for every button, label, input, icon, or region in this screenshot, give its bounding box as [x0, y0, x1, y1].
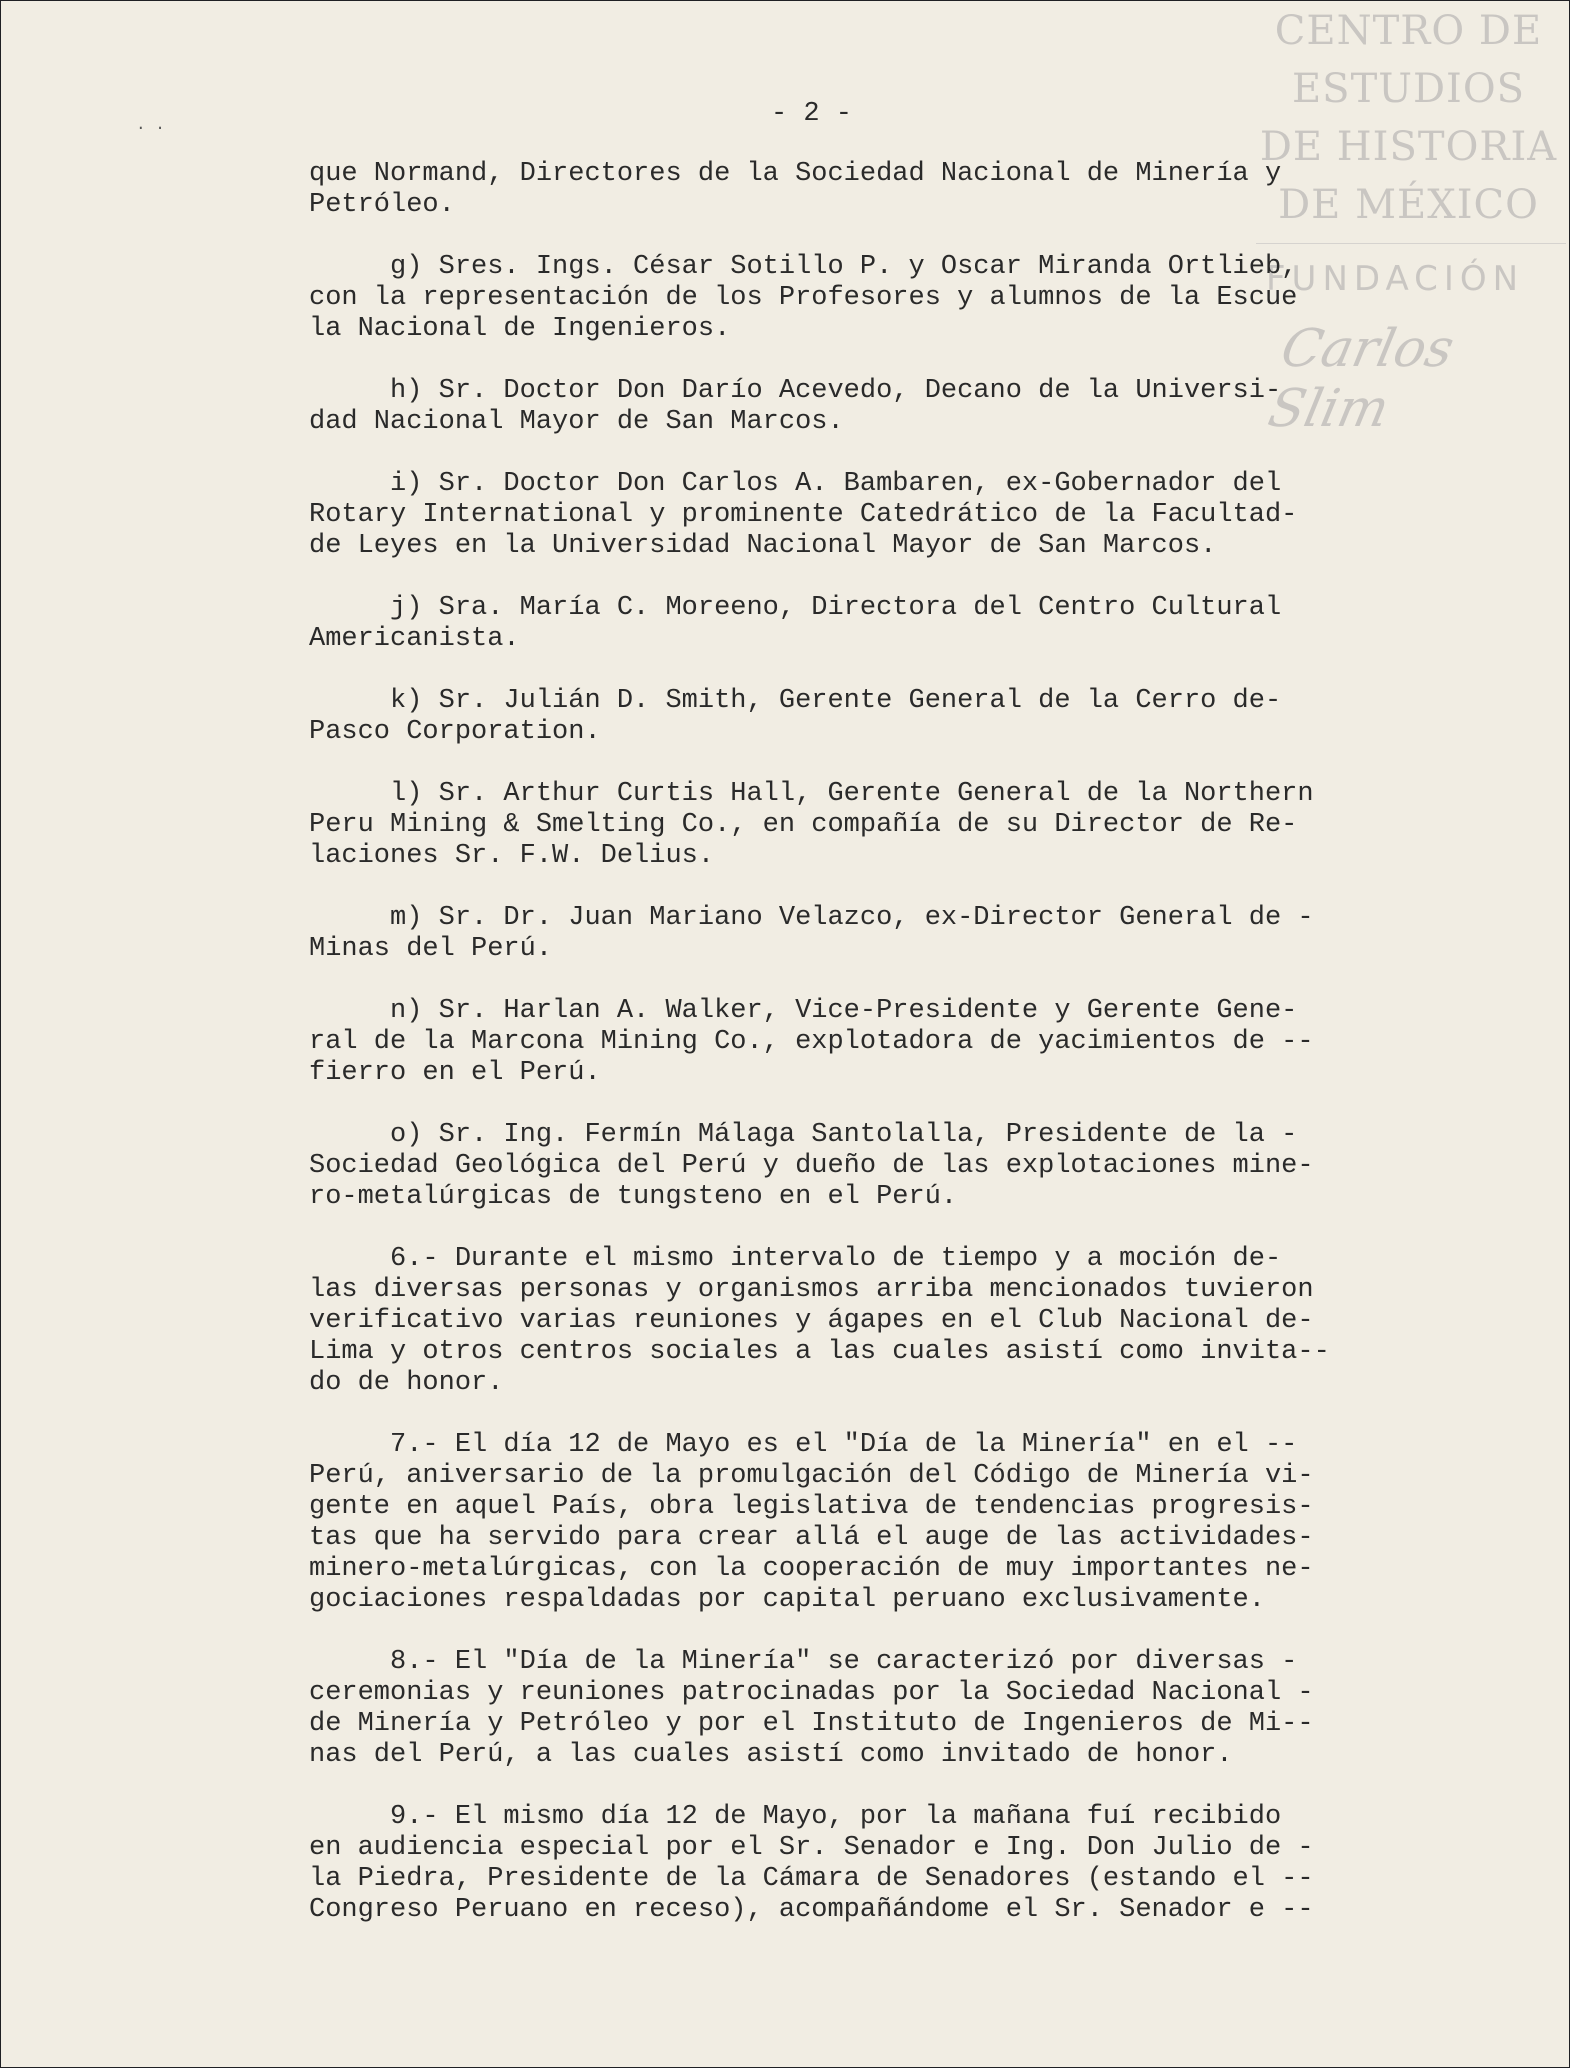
paragraph: [309, 1647, 1494, 1771]
text-line: Sociedad Geológica del Perú y dueño de las explotaciones mine-: [309, 1151, 1314, 1181]
text-line: Rotary International y prominente Catedrático de la Facultad-: [309, 500, 1298, 530]
paragraph: [309, 1244, 1494, 1399]
text-line: h) Sr. Doctor Don Darío Acevedo, Decano de la Universi-: [309, 376, 1282, 406]
paragraph: [309, 469, 1494, 562]
text-line: Petróleo.: [309, 190, 455, 220]
text-line: n) Sr. Harlan A. Walker, Vice-Presidente y Gerente Gene-: [309, 996, 1298, 1026]
text-line: en audiencia especial por el Sr. Senador e Ing. Don Julio de -: [309, 1833, 1314, 1863]
text-line: la Nacional de Ingenieros.: [309, 314, 731, 344]
text-line: la Piedra, Presidente de la Cámara de Senadores (estando el --: [309, 1864, 1314, 1894]
text-line: 7.- El día 12 de Mayo es el "Día de la Minería" en el --: [309, 1430, 1298, 1460]
text-line: Americanista.: [309, 624, 520, 654]
text-line: j) Sra. María C. Moreeno, Directora del Centro Cultural: [309, 593, 1282, 623]
text-line: 9.- El mismo día 12 de Mayo, por la mañana fuí recibido: [309, 1802, 1282, 1832]
watermark-fundacion: FUNDACIÓN: [1266, 259, 1525, 299]
text-line: Congreso Peruano en receso), acompañándome el Sr. Senador e --: [309, 1895, 1314, 1925]
text-line: minero-metalúrgicas, con la cooperación de muy importantes ne-: [309, 1554, 1314, 1584]
paragraph: [309, 159, 1494, 221]
watermark-line: ESTUDIOS: [1291, 66, 1526, 112]
text-line: tas que ha servido para crear allá el auge de las actividades-: [309, 1523, 1314, 1553]
page-number: - 2 -: [771, 99, 853, 129]
text-line: l) Sr. Arthur Curtis Hall, Gerente General de la Northern: [309, 779, 1314, 809]
text-line: g) Sres. Ings. César Sotillo P. y Oscar Miranda Ortlieb,: [309, 252, 1298, 282]
paragraph: [309, 376, 1494, 438]
text-line: gente en aquel País, obra legislativa de tendencias progresis-: [309, 1492, 1314, 1522]
text-line: Peru Mining & Smelting Co., en compañía de su Director de Re-: [309, 810, 1298, 840]
text-line: dad Nacional Mayor de San Marcos.: [309, 407, 844, 437]
text-line: laciones Sr. F.W. Delius.: [309, 841, 715, 871]
text-line: Lima y otros centros sociales a las cuales asistí como invita--: [309, 1337, 1330, 1367]
text-line: verificativo varias reuniones y ágapes en el Club Nacional de-: [309, 1306, 1314, 1336]
paragraph: [309, 252, 1494, 345]
text-line: fierro en el Perú.: [309, 1058, 601, 1088]
text-line: ro-metalúrgicas de tungsteno en el Perú.: [309, 1182, 958, 1212]
paragraph: [309, 593, 1494, 655]
text-line: m) Sr. Dr. Juan Mariano Velazco, ex-Director General de -: [309, 903, 1314, 933]
watermark-line: DE MÉXICO: [1278, 182, 1539, 228]
text-line: de Leyes en la Universidad Nacional Mayor de San Marcos.: [309, 531, 1217, 561]
text-line: que Normand, Directores de la Sociedad Nacional de Minería y: [309, 159, 1282, 189]
paper-specks: · ·: [136, 119, 165, 137]
text-line: nas del Perú, a las cuales asistí como invitado de honor.: [309, 1740, 1233, 1770]
paragraph: [309, 1430, 1494, 1616]
text-line: 6.- Durante el mismo intervalo de tiempo y a moción de-: [309, 1244, 1282, 1274]
paragraph: [309, 779, 1494, 872]
text-line: o) Sr. Ing. Fermín Málaga Santolalla, Presidente de la -: [309, 1120, 1298, 1150]
paragraph: [309, 686, 1494, 748]
text-line: do de honor.: [309, 1368, 504, 1398]
text-line: gociaciones respaldadas por capital peruano exclusivamente.: [309, 1585, 1265, 1615]
text-line: ral de la Marcona Mining Co., explotadora de yacimientos de --: [309, 1027, 1314, 1057]
text-line: Pasco Corporation.: [309, 717, 601, 747]
text-line: 8.- El "Día de la Minería" se caracterizó por diversas -: [309, 1647, 1298, 1677]
text-line: Perú, aniversario de la promulgación del Código de Minería vi-: [309, 1461, 1314, 1491]
document-body: [309, 159, 1494, 1957]
text-line: de Minería y Petróleo y por el Instituto de Ingenieros de Mi--: [309, 1709, 1314, 1739]
paragraph: [309, 996, 1494, 1089]
watermark-line: CENTRO DE: [1274, 8, 1543, 54]
text-line: k) Sr. Julián D. Smith, Gerente General de la Cerro de-: [309, 686, 1282, 716]
text-line: i) Sr. Doctor Don Carlos A. Bambaren, ex-Gobernador del: [309, 469, 1282, 499]
paragraph: [309, 1802, 1494, 1926]
text-line: las diversas personas y organismos arriba mencionados tuvieron: [309, 1275, 1314, 1305]
watermark-line: DE HISTORIA: [1259, 124, 1558, 170]
text-line: Minas del Perú.: [309, 934, 553, 964]
watermark-signature: Carlos Slim: [1263, 319, 1460, 439]
paragraph: [309, 903, 1494, 965]
paragraph: [309, 1120, 1494, 1213]
text-line: con la representación de los Profesores y alumnos de la Escue: [309, 283, 1298, 313]
text-line: ceremonias y reuniones patrocinadas por la Sociedad Nacional -: [309, 1678, 1314, 1708]
